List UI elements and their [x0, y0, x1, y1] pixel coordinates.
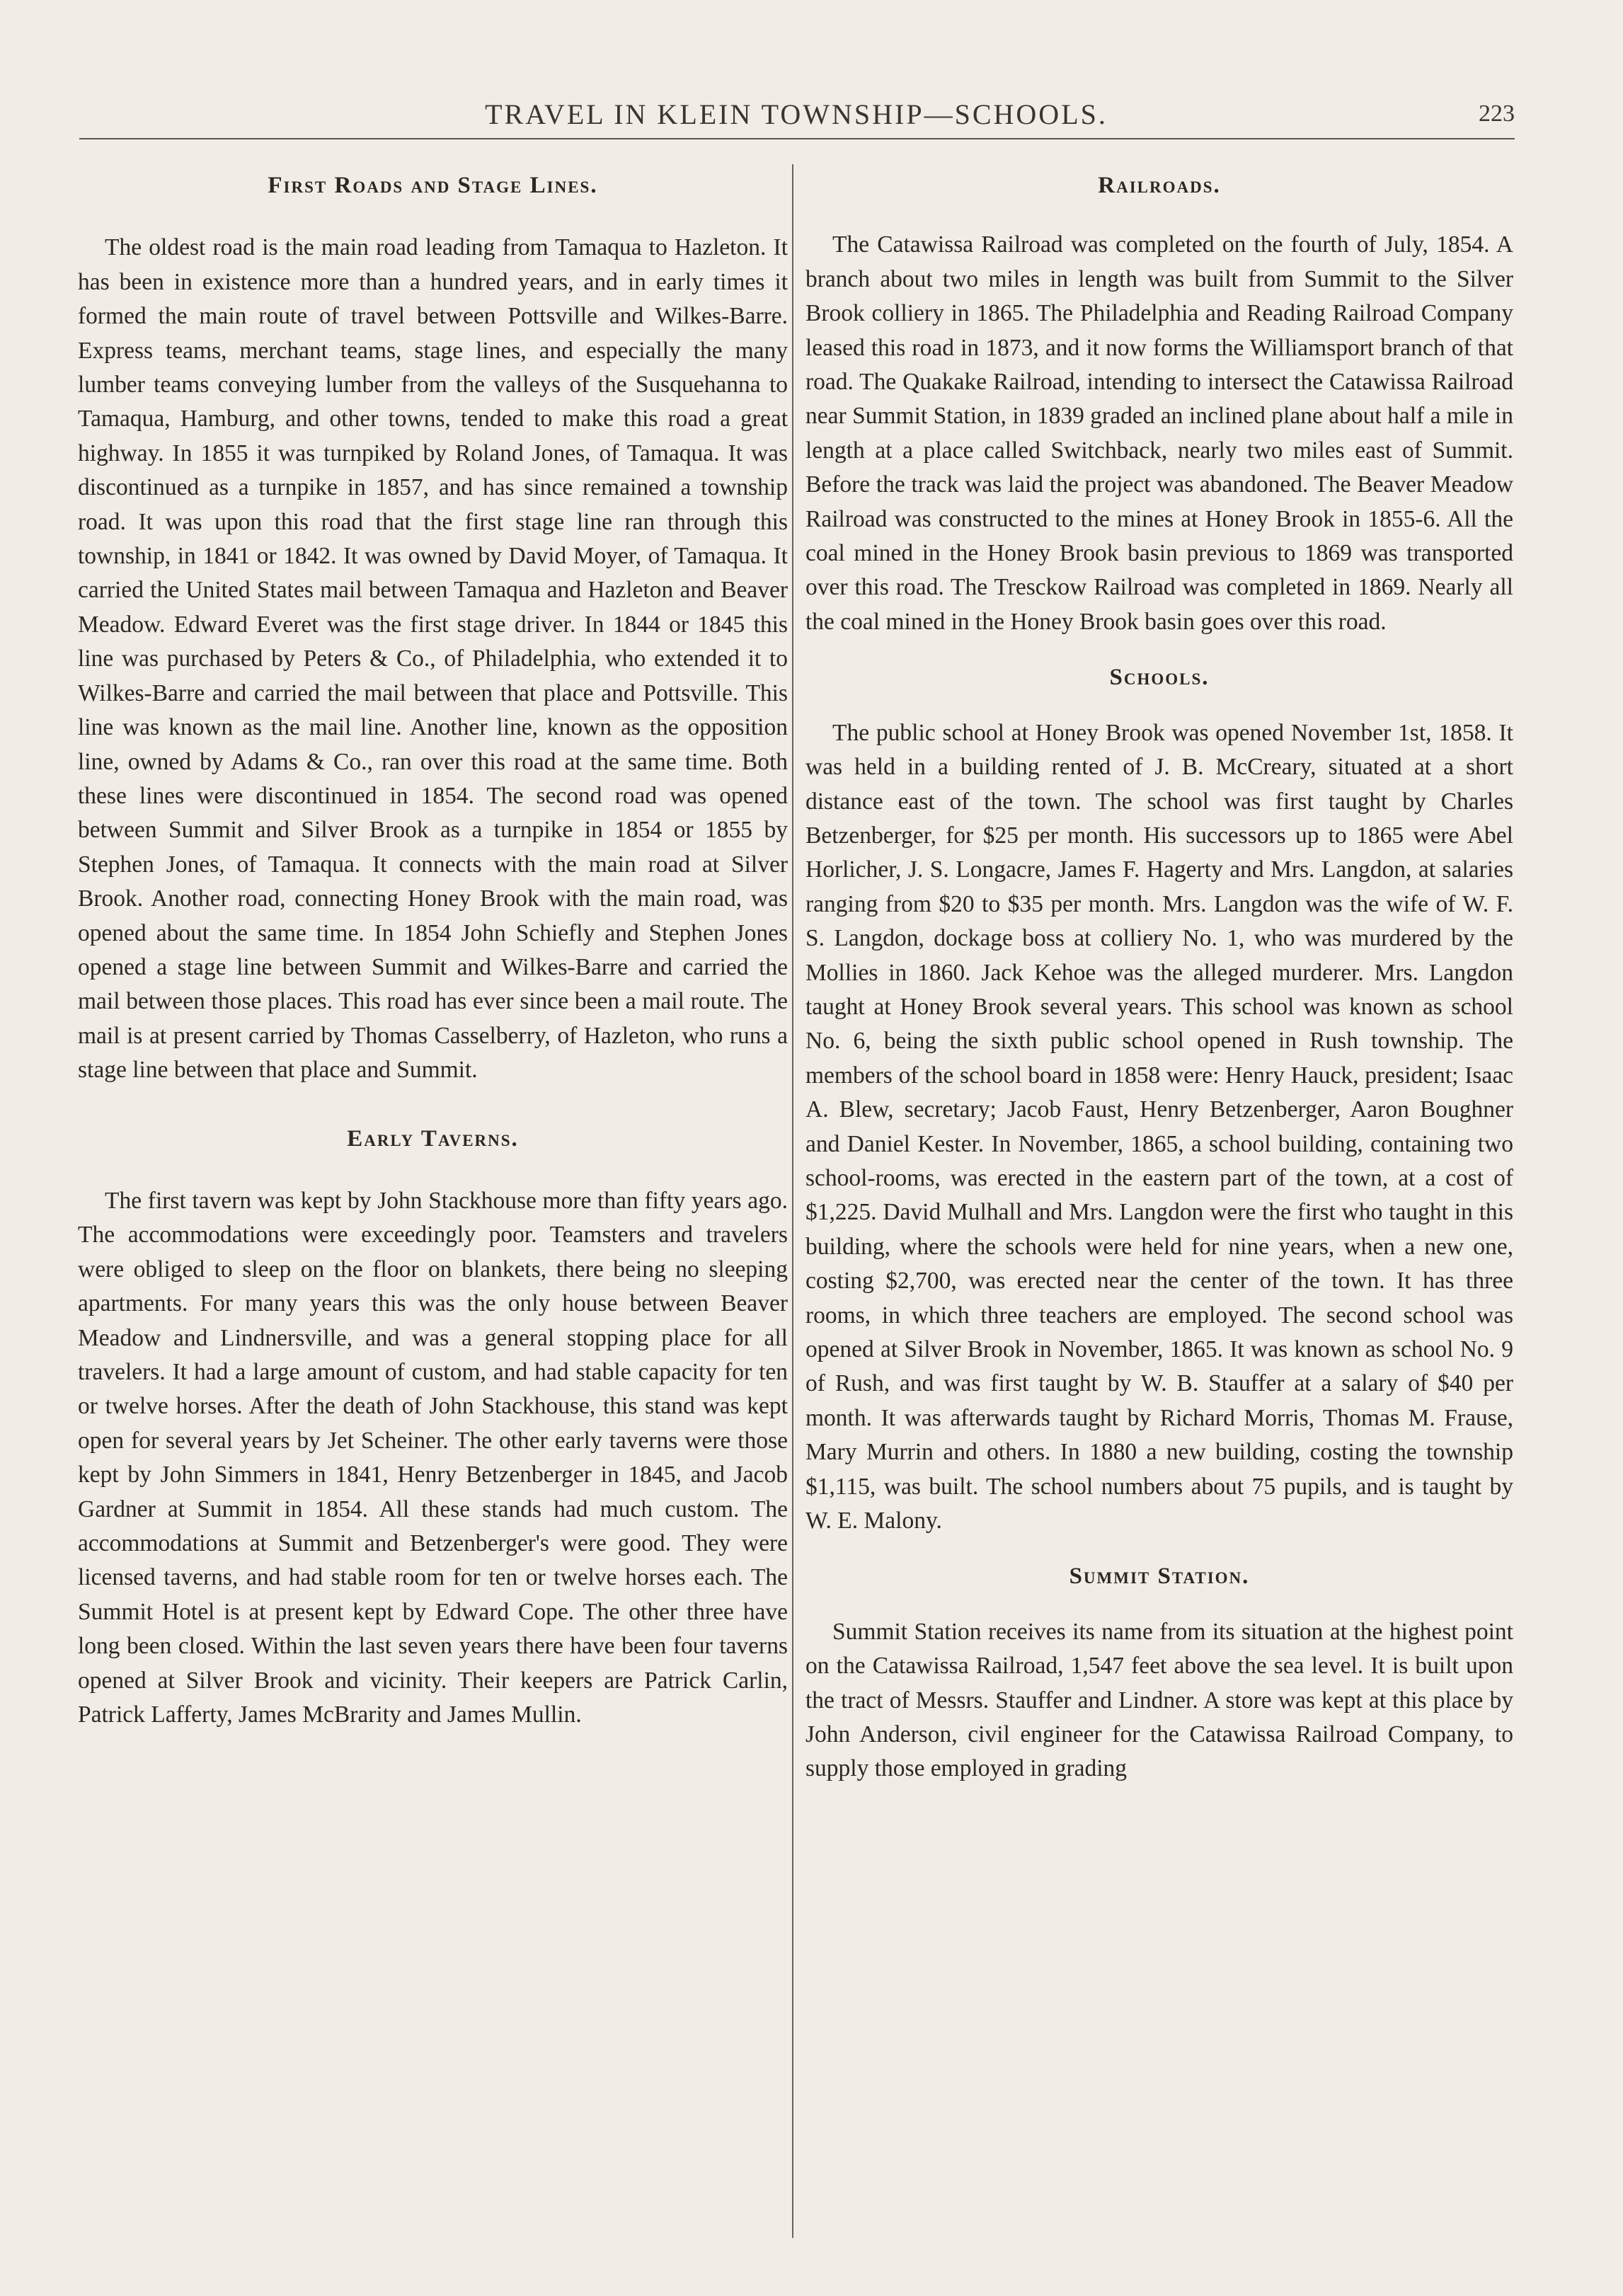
section-body-railroads: The Catawissa Railroad was completed on the fourth of July, 1854. A branch about two miles in length was built from Summit to the Silver Brook colliery in 1865. The Philadelphia and Reading Railroad Company leased this road in 1873, and it now forms the Williamsport branch of that road. The Quakake Railroad, intending to intersect the Catawissa Railroad near Summit Station, in 1839 graded an inclined plane about half a mile in length at a place called Switchback, nearly two miles east of Summit. Before the track was laid the project was abandoned. The Beaver Meadow Railroad was constructed to the mines at Honey Brook in 1855-6. All the coal mined in the Honey Brook basin previous to 1869 was transported over this road. The Tresckow Railroad was completed in 1869. Nearly all the coal mined in the Honey Brook basin goes over this road. — [805, 231, 1513, 635]
section-body-first-roads: The oldest road is the main road leading from Tamaqua to Hazleton. It has been in existence more than a hundred years, and in early times it formed the main route of travel between Pottsville and Wilkes-Barre. Express teams, merchant teams, stage lines, and especially the many lumber teams conveying lumber from the valleys of the Susquehanna to Tamaqua, Hamburg, and other towns, tended to make this road a great highway. In 1855 it was turnpiked by Roland Jones, of Tamaqua. It was discontinued as a turnpike in 1857, and has since remained a township road. It was upon this road that the first stage line ran through this township, in 1841 or 1842. It was owned by David Moyer, of Tamaqua. It carried the United States mail between Tamaqua and Hazleton and Beaver Meadow. Edward Everet was the first stage driver. In 1844 or 1845 this line was purchased by Peters & Co., of Philadelphia, who extended it to Wilkes-Barre and carried the mail between that place and Pottsville. This line was known as the mail line. Another line, known as the opposition line, owned by Adams & Co., ran over this road at the same time. Both these lines were discontinued in 1854. The second road was opened between Summit and Silver Brook as a turnpike in 1854 or 1855 by Stephen Jones, of Tamaqua. It connects with the main road at Silver Brook. Another road, connecting Honey Brook with the main road, was opened about the same time. In 1854 John Schiefly and Stephen Jones opened a stage line between Summit and Wilkes-Barre and carried the mail between those places. This road has ever since been a mail route. The mail is at present carried by Thomas Casselberry, of Hazleton, who runs a stage line between that place and Summit. — [78, 234, 788, 1084]
column-divider — [792, 164, 793, 2238]
section-body-summit-station: Summit Station receives its name from its situation at the highest point on the Catawissa Railroad, 1,547 feet above the sea level. It is built upon the tract of Messrs. Stauffer and Lindner. A store was kept at this place by John Anderson, civil engineer for the Catawissa Railroad Company, to supply those employed in grading — [805, 1618, 1513, 1782]
section-heading-first-roads: First Roads and Stage Lines. — [268, 173, 598, 198]
header-rule — [79, 138, 1515, 139]
section-heading-schools: Schools. — [1109, 665, 1210, 691]
page-header — [78, 98, 1515, 140]
page-number: 223 — [1479, 101, 1515, 127]
left-column — [78, 168, 788, 1732]
section-heading-summit-station: Summit Station. — [1069, 1563, 1250, 1590]
running-title: TRAVEL IN KLEIN TOWNSHIP—SCHOOLS. — [485, 98, 1108, 130]
section-heading-railroads: Railroads. — [1098, 173, 1221, 198]
section-body-early-taverns: The first tavern was kept by John Stackhouse more than fifty years ago. The accommodations were exceedingly poor. Teamsters and travelers were obliged to sleep on the floor on blankets, there being no sleeping apartments. For many years this was the only house between Beaver Meadow and Lindnersville, and was a general stopping place for all travelers. It had a large amount of custom, and had stable capacity for ten or twelve horses. After the death of John Stackhouse, this stand was kept open for several years by Jet Scheiner. The other early taverns were those kept by John Simmers in 1841, Henry Betzenberger in 1845, and Jacob Gardner at Summit in 1854. All these stands had much custom. The accommodations at Summit and Betzenberger's were good. They were licensed taverns, and had stable room for ten or twelve horses each. The Summit Hotel is at present kept by Edward Cope. The other three have long been closed. Within the last seven years there have been four taverns opened at Silver Brook and vicinity. Their keepers are Patrick Carlin, Patrick Lafferty, James McBrarity and James Mullin. — [78, 1187, 788, 1728]
section-body-schools: The public school at Honey Brook was opened November 1st, 1858. It was held in a building rented of J. B. McCreary, situated at a short distance east of the town. The school was first taught by Charles Betzenberger, for $25 per month. His successors up to 1865 were Abel Horlicher, J. S. Longacre, James F. Hagerty and Mrs. Langdon, at salaries ranging from $20 to $35 per month. Mrs. Langdon was the wife of W. F. S. Langdon, dockage boss at colliery No. 1, who was murdered by the Mollies in 1860. Jack Kehoe was the alleged murderer. Mrs. Langdon taught at Honey Brook several years. This school was known as school No. 6, being the sixth public school opened in Rush township. The members of the school board in 1858 were: Henry Hauck, president; Isaac A. Blew, secretary; Jacob Faust, Henry Betzenberger, Aaron Boughner and Daniel Kester. In November, 1865, a school building, containing two school-rooms, was erected in the eastern part of the town, at a cost of $1,225. David Mulhall and Mrs. Langdon were the first who taught in this building, where the schools were held for nine years, when a new one, costing $2,700, was erected near the center of the town. It has three rooms, in which three teachers are employed. The second school was opened at Silver Brook in November, 1865. It was known as school No. 9 of Rush, and was first taught by W. B. Stauffer at a salary of $40 per month. It was afterwards taught by Richard Morris, Thomas M. Frause, Mary Murrin and others. In 1880 a new building, costing the township $1,115, was built. The school numbers about 75 pupils, and is taught by W. E. Malony. — [805, 719, 1513, 1534]
section-heading-early-taverns: Early Taverns. — [347, 1125, 519, 1152]
right-column — [805, 168, 1513, 1786]
